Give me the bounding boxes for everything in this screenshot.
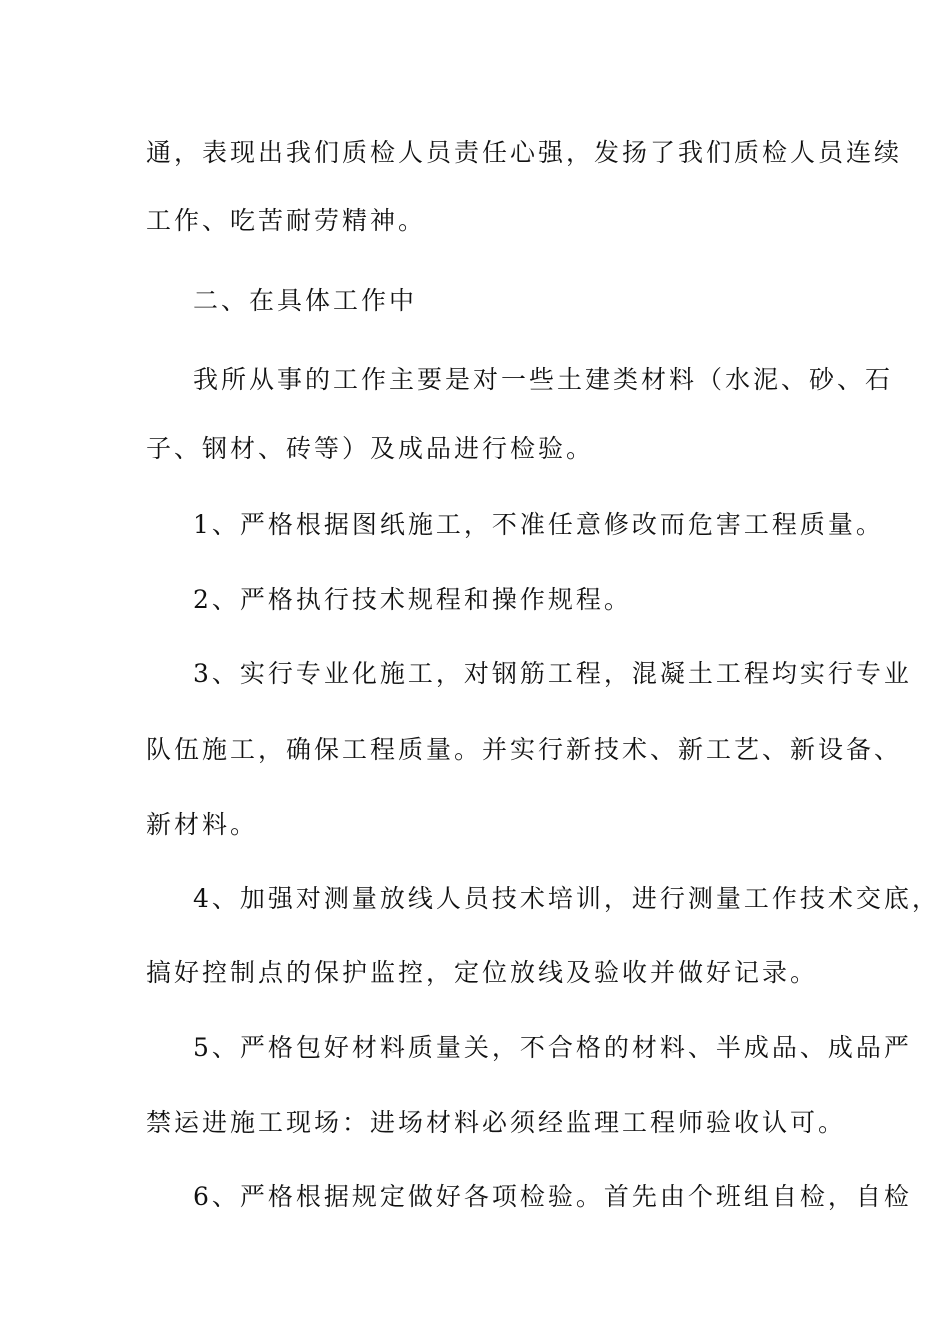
paragraph-line: 我所从事的工作主要是对一些土建类材料（水泥、砂、石 (193, 365, 894, 394)
paragraph-line: 队伍施工，确保工程质量。并实行新技术、新工艺、新设备、 (146, 735, 903, 764)
paragraph-line: 子、钢材、砖等）及成品进行检验。 (146, 434, 595, 463)
paragraph-line: 工作、吃苦耐劳精神。 (146, 206, 427, 235)
paragraph-line: 通，表现出我们质检人员责任心强，发扬了我们质检人员连续 (146, 138, 903, 167)
list-item-4: 4、加强对测量放线人员技术培训，进行测量工作技术交底， (193, 884, 940, 913)
list-item-3: 3、实行专业化施工，对钢筋工程，混凝土工程均实行专业 (193, 659, 912, 688)
paragraph-line: 搞好控制点的保护监控，定位放线及验收并做好记录。 (146, 958, 819, 987)
list-item-2: 2、严格执行技术规程和操作规程。 (193, 585, 632, 614)
list-item-6: 6、严格根据规定做好各项检验。首先由个班组自检，自检 (193, 1182, 912, 1211)
section-heading: 二、在具体工作中 (193, 286, 418, 315)
list-item-1: 1、严格根据图纸施工，不准任意修改而危害工程质量。 (193, 510, 884, 539)
list-item-5: 5、严格包好材料质量关，不合格的材料、半成品、成品严 (193, 1033, 912, 1062)
paragraph-line: 新材料。 (146, 810, 259, 839)
paragraph-line: 禁运进施工现场：进场材料必须经监理工程师验收认可。 (146, 1108, 847, 1137)
